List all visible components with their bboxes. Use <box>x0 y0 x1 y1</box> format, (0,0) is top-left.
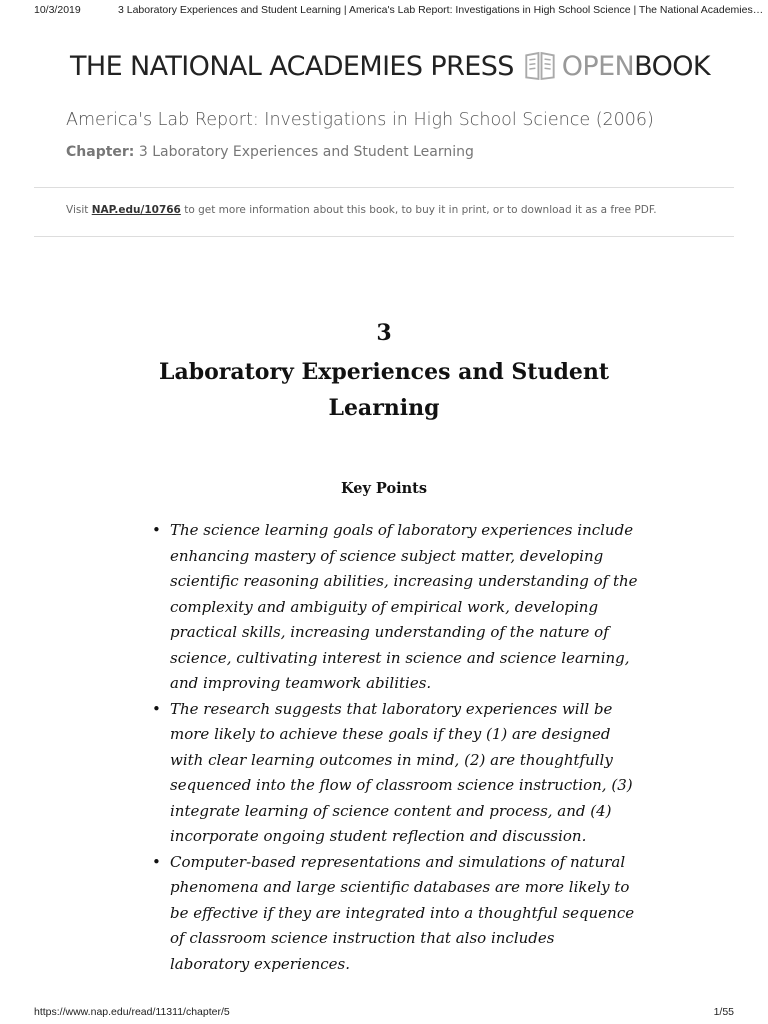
key-point-item <box>150 697 638 850</box>
print-document-title: 3 Laboratory Experiences and Student Learning | America's Lab Report: Investigations in High School Science | The National Academies… <box>118 4 764 16</box>
bullet-icon: • <box>152 521 161 539</box>
press-wordmark: THE NATIONAL ACADEMIES PRESS <box>70 50 514 82</box>
page-number: 1/55 <box>713 1006 734 1018</box>
nap-book-link[interactable]: NAP.edu/10766 <box>91 204 181 216</box>
visit-notice <box>66 204 657 216</box>
openbook-open-text: OPEN <box>561 50 635 82</box>
key-points-heading: Key Points <box>340 480 428 497</box>
key-point-item <box>150 518 638 697</box>
book-title: America's Lab Report: Investigations in High School Science (2006) <box>66 110 654 130</box>
open-book-icon <box>524 46 556 86</box>
print-url: https://www.nap.edu/read/11311/chapter/5 <box>34 1006 230 1018</box>
key-points-list <box>150 518 638 977</box>
key-point-text: The research suggests that laboratory experiences will be more likely to achieve these goals if they (1) are designed with clear learning outcomes in mind, (2) are thoughtfully sequenced into the flow of classroom science instruction, (3) integrate learning of science content and process, and (4) incorporate ongoing student reflection and discussion. <box>170 699 633 845</box>
chapter-number: 3 <box>376 320 392 346</box>
print-header <box>0 0 768 22</box>
key-point-item <box>150 850 638 978</box>
chapter-title: Laboratory Experiences and Student Learning <box>158 359 609 421</box>
key-point-text: The science learning goals of laboratory experiences include enhancing mastery of science subject matter, developing scientific reasoning abilities, increasing understanding of the complexity and ambiguity of empirical work, developing practical skills, increasing understanding of the nature of science, cultivating interest in science and science learning, and improving teamwork abilities. <box>170 521 638 692</box>
visit-suffix: to get more information about this book, to buy it in print, or to download it as a free PDF. <box>184 204 657 216</box>
key-point-text: Computer-based representations and simulations of natural phenomena and large scientific databases are more likely to be effective if they are integrated into a thoughtful sequence of classroom science instruction that also includes laboratory experiences. <box>170 852 635 973</box>
chapter-value: 3 Laboratory Experiences and Student Learning <box>138 144 474 160</box>
nap-openbook-masthead[interactable] <box>70 44 710 88</box>
bullet-icon: • <box>152 699 161 718</box>
print-footer <box>0 1002 768 1024</box>
print-date: 10/3/2019 <box>34 4 81 16</box>
chapter-line <box>66 144 474 160</box>
bullet-icon: • <box>152 852 161 871</box>
divider-bottom <box>34 236 734 237</box>
openbook-book-text: BOOK <box>634 50 710 82</box>
visit-prefix: Visit <box>66 204 89 216</box>
chapter-label: Chapter: <box>66 144 135 160</box>
divider-top <box>34 187 734 188</box>
